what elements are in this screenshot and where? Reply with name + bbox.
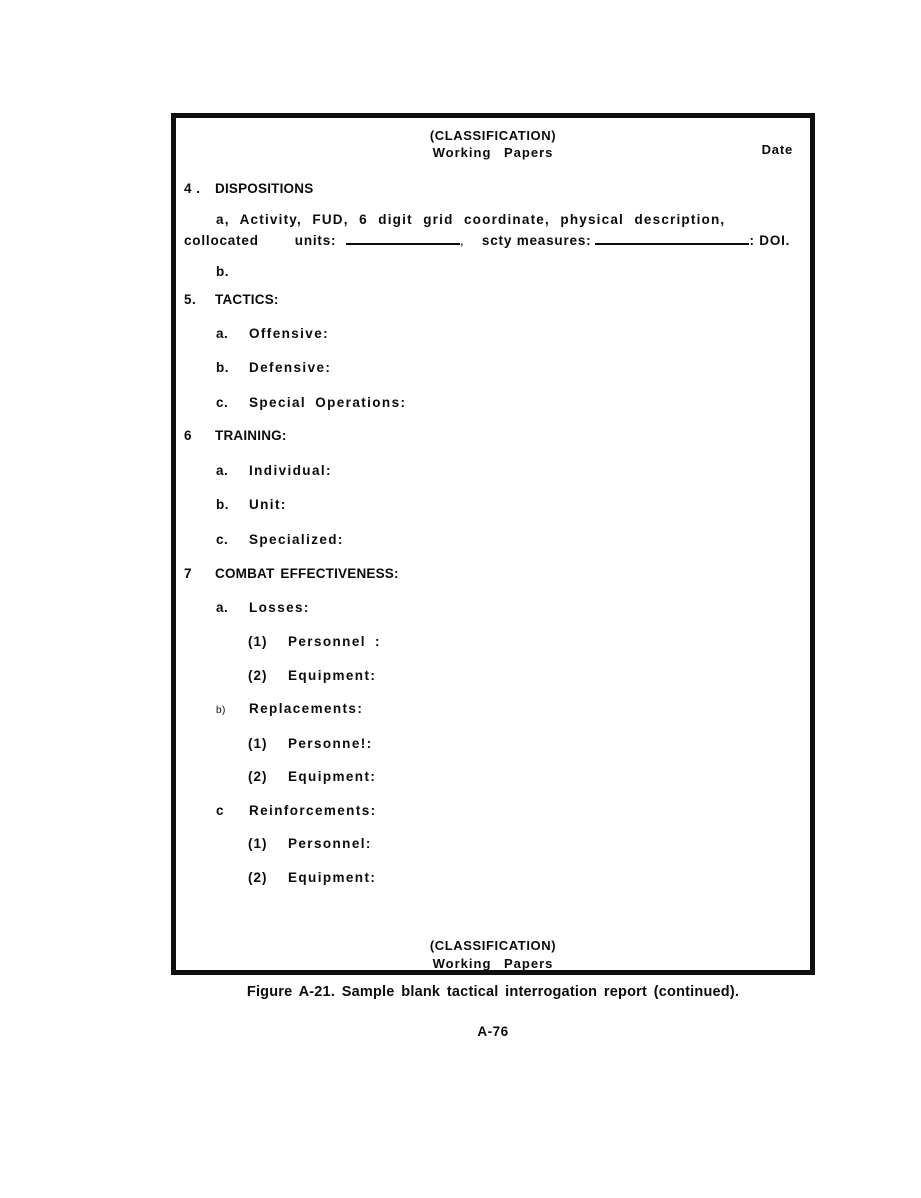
form-line-combat-effectiveness: [184, 566, 399, 581]
form-line-defensive: [216, 360, 331, 375]
line-number: b.: [216, 264, 229, 279]
line-number: b.: [216, 360, 229, 375]
form-line-individual: [216, 463, 332, 478]
form-line-4b: [216, 264, 249, 279]
line-label: Personnel:: [288, 836, 372, 851]
line-number: (1): [248, 736, 268, 751]
units-label: units:: [294, 233, 337, 248]
form-line-reinforcements-equipment: [248, 870, 376, 885]
line-label: Personnel :: [288, 634, 381, 649]
form-line-unit: [216, 497, 287, 512]
line-label: TRAINING:: [215, 428, 287, 443]
form-line-losses-personnel: [248, 634, 381, 649]
line-label: Reinforcements:: [249, 803, 377, 818]
line-number: b): [216, 705, 226, 716]
form-line-replacements: [216, 701, 363, 716]
form-line-replacements-personnel: [248, 736, 373, 751]
form-line-specialized: [216, 532, 344, 547]
page-number: A-76: [477, 1024, 509, 1039]
date-label: Date: [761, 142, 793, 157]
line-label: Defensive:: [249, 360, 332, 375]
line-label: Equipment:: [288, 668, 377, 683]
line-number: (2): [248, 769, 268, 784]
line-number: c.: [216, 532, 229, 547]
form-line-tactics: [184, 292, 279, 307]
working-papers-footer: Working Papers: [432, 956, 554, 971]
scty-measures-label: scty measures:: [481, 233, 592, 248]
fill-in-blank-units: [346, 233, 460, 245]
line-number: a.: [216, 600, 229, 615]
line-number: 5.: [184, 292, 197, 307]
collocated-text: collocated: [184, 233, 259, 248]
paragraph-4a-line2: [184, 233, 790, 248]
line-number: (2): [248, 870, 268, 885]
line-label: COMBAT EFFECTIVENESS:: [215, 566, 399, 581]
form-line-losses: [216, 600, 310, 615]
line-label: Personne!:: [288, 736, 373, 751]
line-label: Offensive:: [249, 326, 330, 341]
paragraph-4a-line1: a, Activity, FUD, 6 digit grid coordinate, physical description,: [216, 212, 726, 227]
line-label: DISPOSITIONS: [215, 181, 314, 196]
form-line-dispositions: [184, 181, 313, 196]
line-number: 7: [184, 566, 193, 581]
line-label: Individual:: [249, 463, 332, 478]
form-line-special-operations: [216, 395, 406, 410]
form-line-reinforcements: [216, 803, 377, 818]
form-line-training: [184, 428, 287, 443]
line-number: 6: [184, 428, 193, 443]
line-label: Replacements:: [249, 701, 364, 716]
line-number: (1): [248, 634, 268, 649]
line-number: a.: [216, 326, 229, 341]
form-line-offensive: [216, 326, 329, 341]
classification-footer: (CLASSIFICATION): [429, 938, 557, 953]
comma-text: ,: [460, 237, 464, 248]
line-number: c.: [216, 395, 229, 410]
line-label: TACTICS:: [215, 292, 279, 307]
line-label: Equipment:: [288, 769, 377, 784]
line-number: (1): [248, 836, 268, 851]
line-label: Unit:: [249, 497, 287, 512]
form-line-losses-equipment: [248, 668, 376, 683]
form-line-reinforcements-personnel: [248, 836, 372, 851]
line-label: Equipment:: [288, 870, 377, 885]
line-number: a.: [216, 463, 229, 478]
line-number: b.: [216, 497, 229, 512]
form-line-replacements-equipment: [248, 769, 376, 784]
fill-in-blank-scty: [595, 233, 749, 245]
line-number: c: [216, 803, 225, 818]
doi-text: : DOI.: [749, 233, 791, 248]
line-number: 4 .: [184, 181, 201, 196]
line-label: Specialized:: [249, 532, 344, 547]
figure-caption: Figure A-21. Sample blank tactical interrogation report (continued).: [246, 984, 740, 1000]
working-papers-header: Working Papers: [432, 145, 554, 160]
document-frame: [171, 113, 815, 975]
line-label: Losses:: [249, 600, 310, 615]
line-label: Special Operations:: [249, 395, 407, 410]
classification-header: (CLASSIFICATION): [429, 128, 557, 143]
line-number: (2): [248, 668, 268, 683]
